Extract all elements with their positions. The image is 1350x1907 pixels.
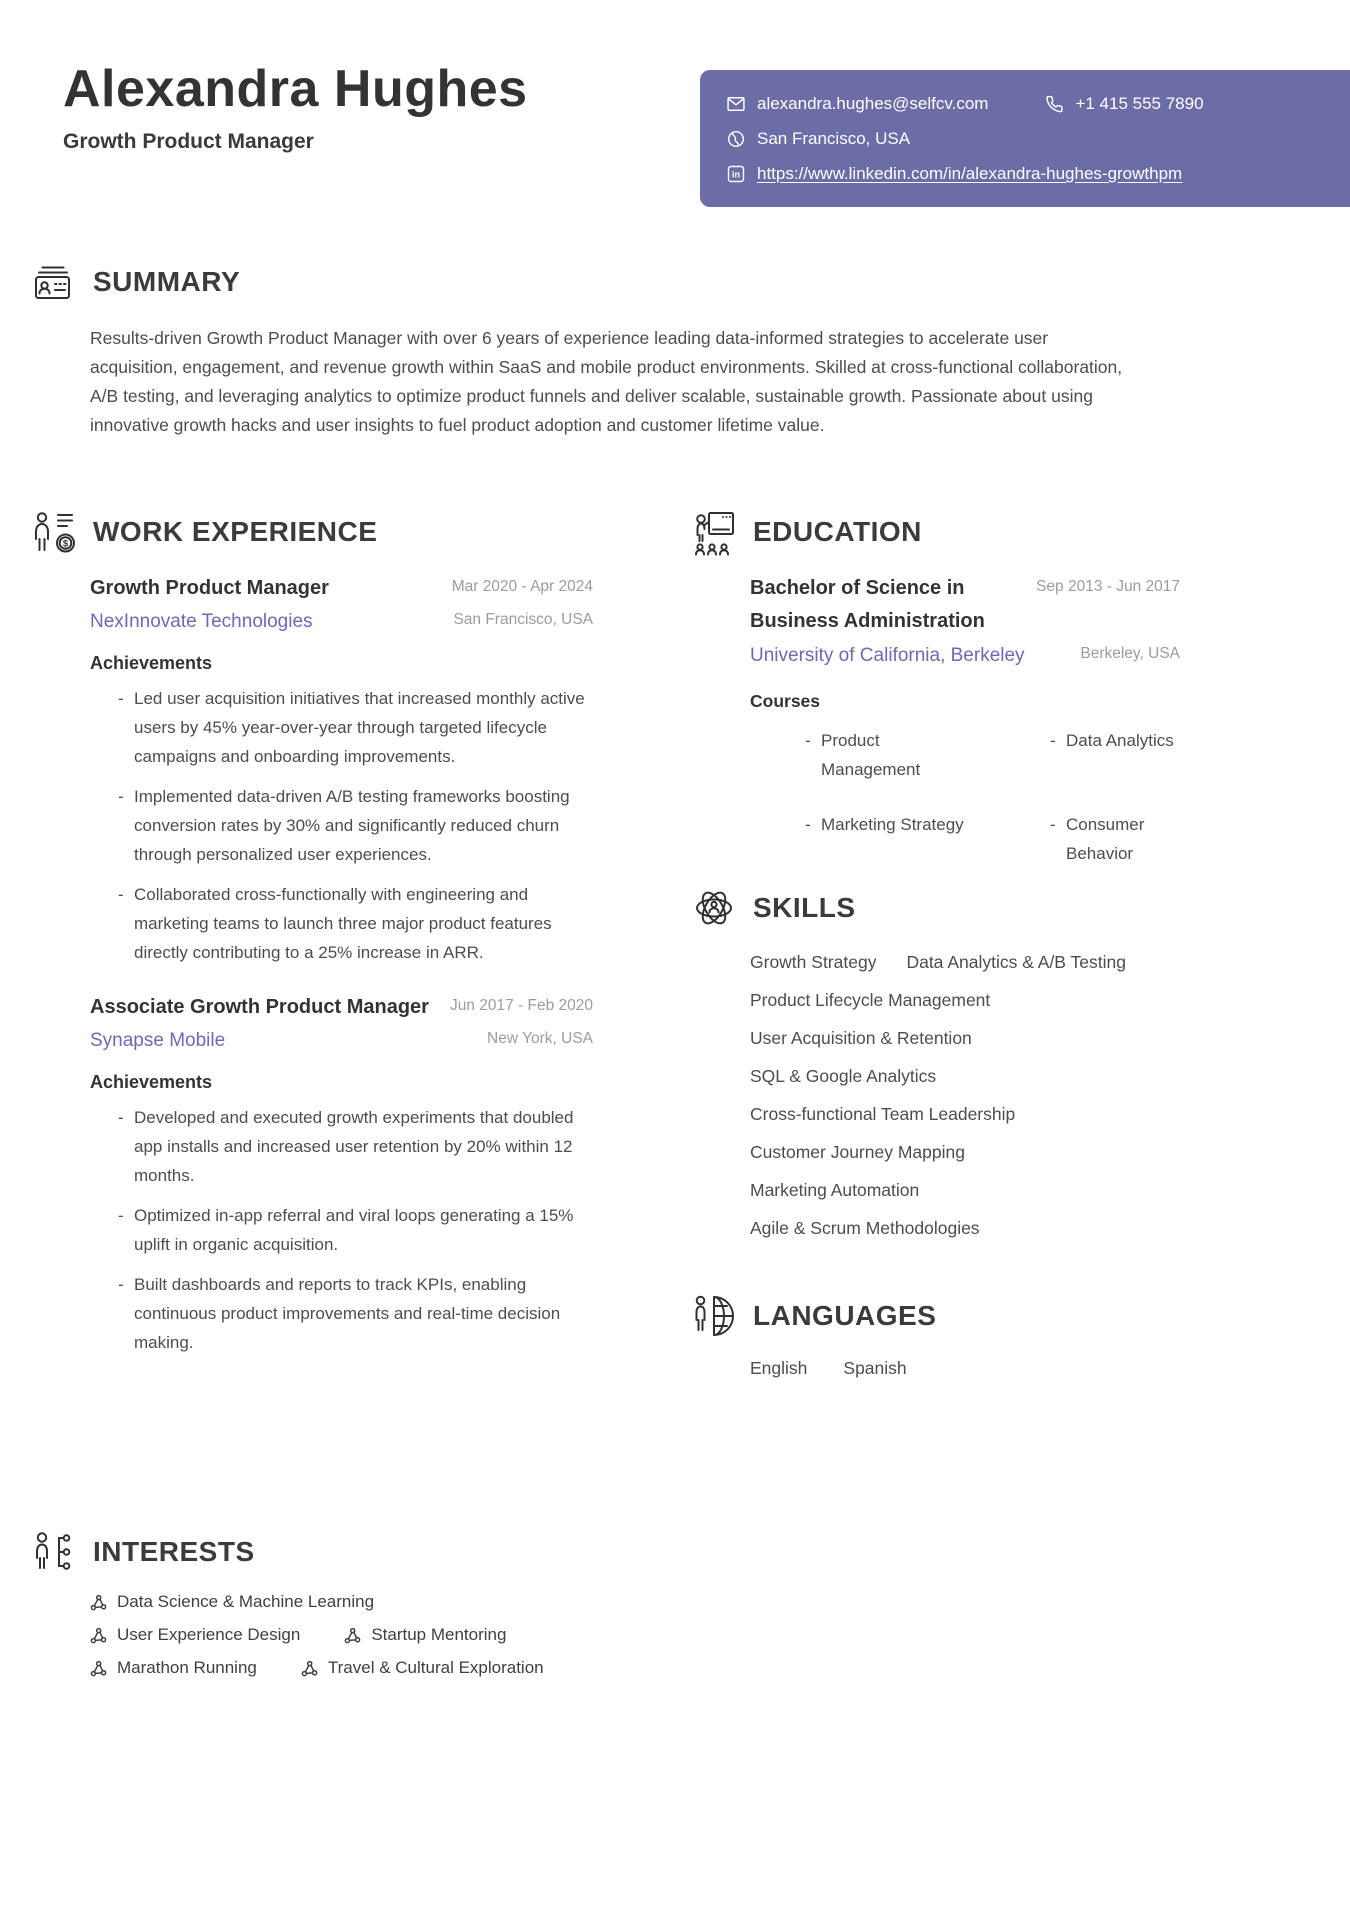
summary-heading: SUMMARY — [93, 266, 241, 297]
language-item: Spanish — [843, 1358, 907, 1378]
list-item — [118, 880, 593, 967]
interests-list — [90, 1592, 670, 1678]
list-item — [118, 1103, 593, 1190]
language-item: English — [750, 1358, 808, 1378]
job-1-achievements-list — [90, 684, 593, 967]
id-card-icon — [30, 258, 78, 306]
course-item: - Consumer Behavior — [1050, 810, 1180, 868]
svg-text:in: in — [731, 169, 741, 180]
job-2-meta — [450, 991, 593, 1056]
header — [63, 60, 528, 154]
person-list-icon — [30, 1528, 78, 1576]
course-item: - Data Analytics — [1050, 726, 1180, 784]
job-1-achievements-label: Achievements — [90, 653, 213, 673]
course-item: - Product Management — [805, 726, 961, 784]
job-1-location: San Francisco, USA — [453, 611, 593, 628]
interest-text: Travel & Cultural Exploration — [327, 1658, 544, 1677]
interests-header — [30, 1528, 670, 1576]
job-2-title: Associate Growth Product Manager — [90, 996, 429, 1018]
skill-item: Marketing Automation — [750, 1180, 920, 1200]
job-1-meta — [452, 572, 593, 637]
job-2-achievements-list — [90, 1103, 593, 1357]
interests-row — [90, 1625, 670, 1645]
linkedin-icon — [726, 164, 746, 184]
job-entry-1 — [90, 572, 593, 967]
contact-row-1 — [726, 87, 1332, 121]
contact-phone-text: +1 415 555 7890 — [1075, 94, 1204, 113]
job-2-dates: Jun 2017 - Feb 2020 — [449, 997, 593, 1014]
languages-list — [750, 1358, 1110, 1379]
molecule-icon — [90, 1627, 107, 1644]
skill-item: Cross-functional Team Leadership — [750, 1104, 1016, 1124]
summary-section — [30, 258, 1160, 440]
work-header — [30, 508, 593, 556]
interests-row — [90, 1592, 670, 1612]
skill-item: Data Analytics & A/B Testing — [906, 952, 1126, 972]
skill-item: Growth Strategy — [750, 952, 877, 972]
school-name: University of California, Berkeley — [750, 645, 1025, 666]
molecule-icon — [344, 1627, 361, 1644]
person-globe-icon — [690, 1292, 738, 1340]
interest-item — [90, 1658, 257, 1678]
job-2-company: Synapse Mobile — [90, 1030, 226, 1051]
languages-section — [690, 1292, 1110, 1379]
courses-label: Courses — [750, 691, 821, 711]
education-heading: EDUCATION — [753, 516, 922, 547]
skills-header — [690, 884, 1250, 932]
interest-item — [301, 1658, 544, 1678]
achievement-text: Implemented data-driven A/B testing frameworks boosting conversion rates by 30% and significantly reduced churn through personalized user experiences. — [134, 787, 570, 864]
job-entry-2 — [90, 991, 593, 1357]
achievement-text: Built dashboards and reports to track KPIs, enabling continuous product improvements and real-time decision making. — [134, 1275, 561, 1352]
education-location: Berkeley, USA — [1080, 645, 1180, 662]
contact-phone — [1044, 94, 1203, 114]
list-item — [118, 782, 593, 869]
job-1-title: Growth Product Manager — [90, 577, 329, 599]
contact-location — [726, 129, 910, 149]
skill-item: User Acquisition & Retention — [750, 1028, 972, 1048]
svg-text:$: $ — [62, 538, 69, 550]
contact-location-text: San Francisco, USA — [757, 129, 911, 148]
work-heading: WORK EXPERIENCE — [93, 516, 378, 547]
interest-text: Data Science & Machine Learning — [117, 1592, 375, 1611]
molecule-icon — [90, 1660, 107, 1677]
job-1-dates: Mar 2020 - Apr 2024 — [451, 578, 593, 595]
interests-heading: INTERESTS — [93, 1536, 255, 1567]
interests-row — [90, 1658, 670, 1678]
list-item — [118, 1201, 593, 1259]
contact-email — [726, 94, 988, 114]
summary-header — [30, 258, 1160, 306]
skills-section — [690, 884, 1250, 1252]
education-entry — [750, 572, 1180, 671]
email-icon — [726, 94, 746, 114]
education-section — [690, 508, 1180, 868]
brain-person-icon — [690, 884, 738, 932]
job-1-head — [90, 572, 593, 637]
person-name: Alexandra Hughes — [63, 60, 528, 118]
skills-heading: SKILLS — [753, 892, 856, 923]
job-2-location: New York, USA — [487, 1030, 593, 1047]
contact-linkedin — [726, 164, 1182, 184]
interests-section — [30, 1528, 670, 1691]
person-dollar-icon — [30, 508, 78, 556]
list-item — [118, 684, 593, 771]
contact-card — [700, 70, 1350, 207]
job-1-titles — [90, 572, 430, 637]
molecule-icon — [90, 1594, 107, 1611]
education-dates: Sep 2013 - Jun 2017 — [1036, 578, 1180, 595]
skills-row — [750, 948, 1250, 977]
person-job-title: Growth Product Manager — [63, 130, 314, 154]
skill-item: SQL & Google Analytics — [750, 1066, 937, 1086]
achievement-text: Optimized in-app referral and viral loops generating a 15% uplift in organic acquisition. — [134, 1206, 574, 1254]
interest-text: Startup Mentoring — [371, 1625, 507, 1644]
phone-icon — [1044, 94, 1064, 114]
course-item: - Marketing Strategy — [805, 810, 1050, 868]
interest-text: User Experience Design — [117, 1625, 301, 1644]
job-2-titles — [90, 991, 430, 1056]
skill-item: Agile & Scrum Methodologies — [750, 1218, 980, 1238]
interest-item — [344, 1625, 506, 1645]
skill-item: Customer Journey Mapping — [750, 1142, 965, 1162]
achievement-text: Collaborated cross-functionally with engineering and marketing teams to launch three major product features directly contributing to a 25% increase in ARR. — [134, 885, 552, 962]
languages-heading: LANGUAGES — [753, 1300, 937, 1331]
summary-text: Results-driven Growth Product Manager with over 6 years of experience leading data-informed strategies to accelerate user acquisition, engagement, and revenue growth within SaaS and mobile product environments. Skilled at cross-functional collaboration, A/B testing, and leveraging analytics to optimize product funnels and deliver scalable, sustainable growth. Passionate about using innovative growth hacks and user insights to fuel product adoption and customer lifetime value. — [90, 328, 1123, 435]
courses-list — [805, 726, 1180, 868]
education-header — [690, 508, 1180, 556]
globe-icon — [726, 129, 746, 149]
contact-row-2 — [726, 122, 1332, 156]
contact-row-3 — [726, 157, 1332, 191]
list-item — [118, 1270, 593, 1357]
skill-item: Product Lifecycle Management — [750, 990, 991, 1010]
interest-item — [90, 1625, 300, 1645]
degree-title: Bachelor of Science in Business Administration — [750, 577, 985, 632]
teacher-board-icon — [690, 508, 738, 556]
interest-item — [90, 1592, 374, 1612]
work-experience-section — [30, 508, 593, 1368]
languages-header — [690, 1292, 1110, 1340]
linkedin-link[interactable]: https://www.linkedin.com/in/alexandra-hughes-growthpm — [757, 164, 1183, 183]
job-1-company: NexInnovate Technologies — [90, 611, 313, 632]
interest-text: Marathon Running — [117, 1658, 257, 1677]
education-titles — [750, 572, 1025, 671]
education-meta — [1036, 572, 1180, 671]
achievement-text: Developed and executed growth experiments that doubled app installs and increased user retention by 20% within 12 months. — [134, 1108, 574, 1185]
job-2-head — [90, 991, 593, 1056]
skills-list — [750, 948, 1250, 1243]
contact-email-text: alexandra.hughes@selfcv.com — [757, 94, 989, 113]
molecule-icon — [301, 1660, 318, 1677]
job-2-achievements-label: Achievements — [90, 1072, 213, 1092]
achievement-text: Led user acquisition initiatives that increased monthly active users by 45% year-over-year through targeted lifecycle campaigns and onboarding improvements. — [134, 689, 585, 766]
